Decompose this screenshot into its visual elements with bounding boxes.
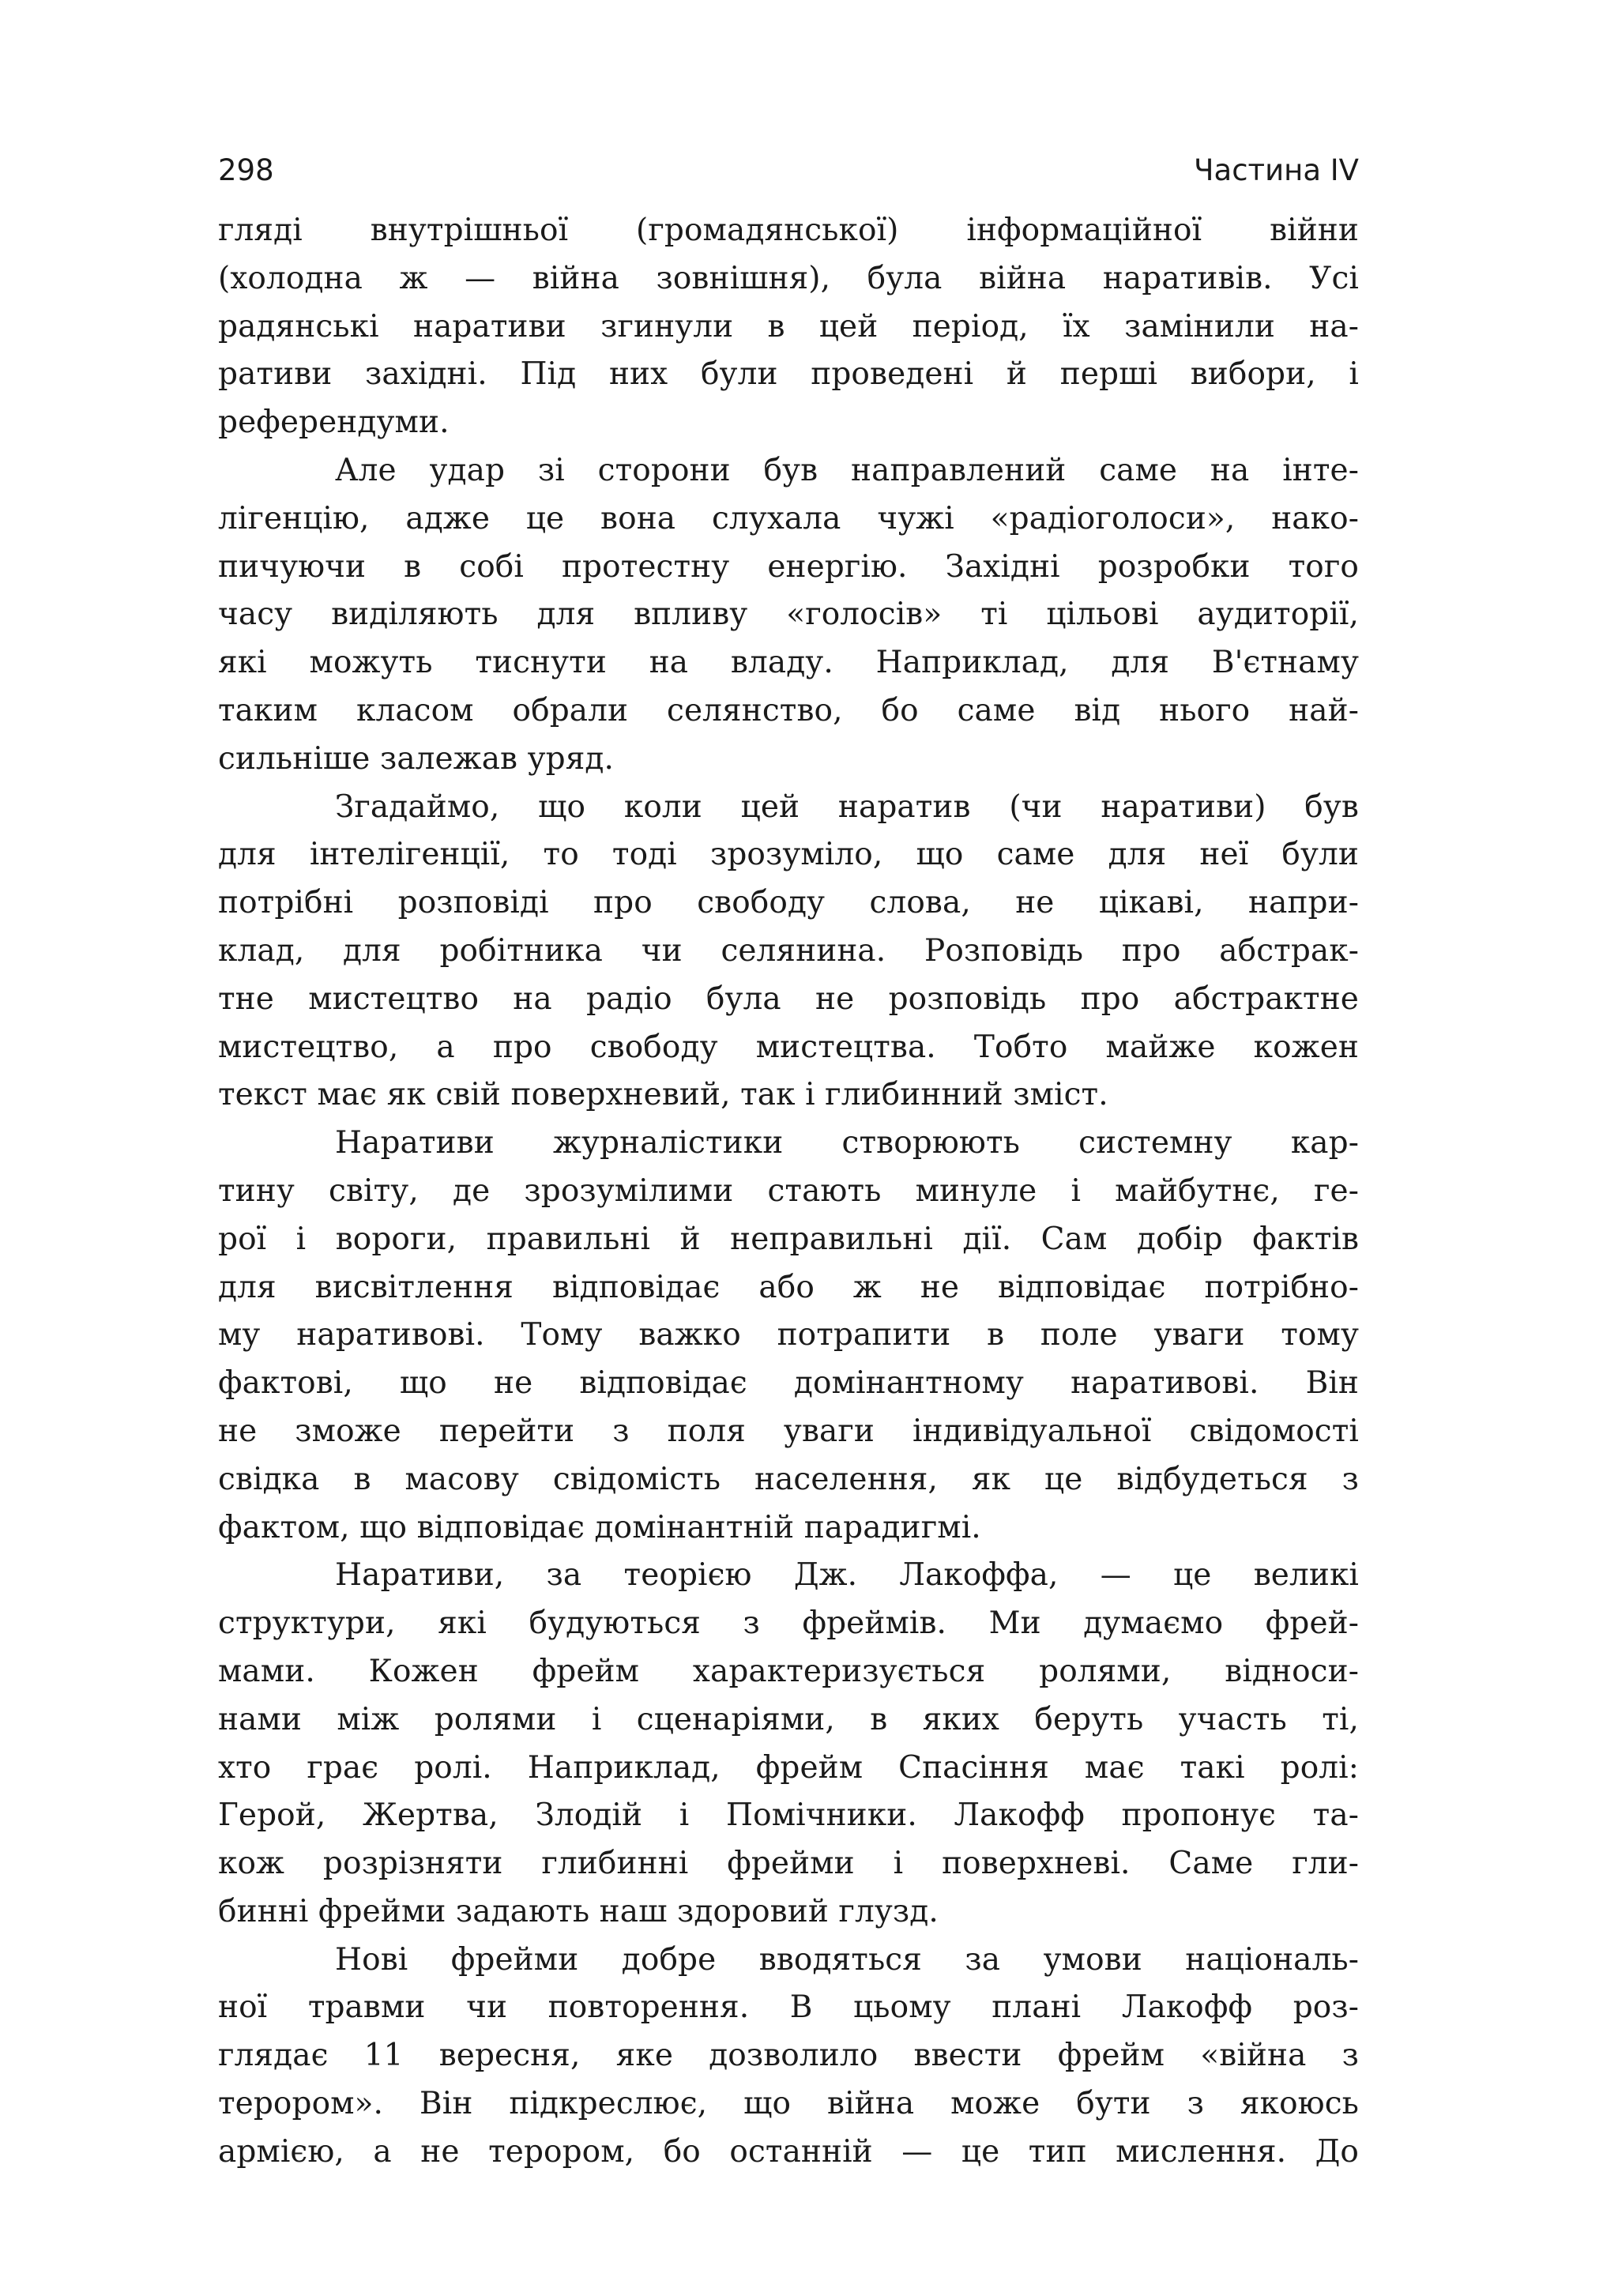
text-line: фактом, що відповідає домінантній парадигмі.	[218, 1509, 981, 1545]
body-text	[218, 207, 1359, 2177]
text-line: ної травми чи повторення. В цьому плані Лакофф роз-	[218, 1989, 1359, 2026]
text-line: мистецтво, а про свободу мистецтва. Тобто майже кожен	[218, 1029, 1359, 1065]
text-line: терором». Він підкреслює, що війна може бути з якоюсь	[218, 2086, 1359, 2122]
text-line: мами. Кожен фрейм характеризується ролями, відноси-	[218, 1653, 1359, 1689]
text-line: гляді внутрішньої (громадянської) інформаційної війни	[218, 213, 1359, 248]
text-line: радянські наративи згинули в цей період, їх замінили на-	[218, 308, 1359, 344]
text-line: (холодна ж — війна зовнішня), була війна наративів. Усі	[218, 260, 1359, 296]
running-head: Частина IV	[1194, 153, 1359, 187]
text-line: сильніше залежав уряд.	[218, 740, 615, 777]
text-line: тину світу, де зрозумілими стають минуле і майбутнє, ге-	[218, 1172, 1359, 1209]
text-line: для висвітлення відповідає або ж не відповідає потрібно-	[218, 1269, 1359, 1305]
text-line: потрібні розповіді про свободу слова, не цікаві, напри-	[218, 885, 1359, 921]
paragraph-first-line: Наративи журналістики створюють системну кар-	[335, 1125, 1359, 1161]
text-line: лігенцію, адже це вона слухала чужі «радіоголоси», нако-	[218, 500, 1359, 536]
text-line: му наративові. Тому важко потрапити в поле уваги тому	[218, 1317, 1359, 1353]
paragraph-first-line: Наративи, за теорією Дж. Лакоффа, — це великі	[335, 1557, 1359, 1594]
text-line: не зможе перейти з поля уваги індивідуальної свідомості	[218, 1413, 1359, 1449]
text-line: для інтелігенції, то тоді зрозуміло, що саме для неї були	[218, 837, 1359, 873]
text-line: кож розрізняти глибинні фрейми і поверхневі. Саме гли-	[218, 1846, 1359, 1882]
paragraph-first-line: Нові фрейми добре вводяться за умови національ-	[335, 1941, 1359, 1978]
page-header	[218, 147, 1359, 194]
text-line: нами між ролями і сценаріями, в яких беруть участь ті,	[218, 1701, 1359, 1737]
text-line: армією, а не терором, бо останній — це тип мислення. До	[218, 2133, 1359, 2170]
text-line: часу виділяють для впливу «голосів» ті цільові аудиторії,	[218, 597, 1359, 633]
text-line: рої і вороги, правильні й неправильні дії. Сам добір фактів	[218, 1221, 1359, 1257]
text-line: клад, для робітника чи селянина. Розповідь про абстрак-	[218, 932, 1359, 969]
text-line: пичуючи в собі протестну енергію. Західні розробки того	[218, 548, 1359, 585]
text-line: тне мистецтво на радіо була не розповідь про абстрактне	[218, 981, 1359, 1017]
text-line: таким класом обрали селянство, бо саме від нього най-	[218, 692, 1359, 728]
text-line: референдуми.	[218, 405, 450, 441]
text-line: свідка в масову свідомість населення, як це відбудеться з	[218, 1461, 1359, 1497]
text-line: глядає 11 вересня, яке дозволило ввести фрейм «війна з	[218, 2038, 1359, 2074]
text-line: Герой, Жертва, Злодій і Помічники. Лакофф пропонує та-	[218, 1797, 1359, 1834]
text-line: хто грає ролі. Наприклад, фрейм Спасіння має такі ролі:	[218, 1749, 1359, 1786]
text-line: які можуть тиснути на владу. Наприклад, для В'єтнаму	[218, 645, 1359, 681]
paragraph-first-line: Але удар зі сторони був направлений саме на інте-	[335, 452, 1359, 488]
page-number: 298	[218, 153, 274, 187]
text-line: структури, які будуються з фреймів. Ми думаємо фрей-	[218, 1605, 1359, 1642]
paragraph-first-line: Згадаймо, що коли цей наратив (чи наративи) був	[335, 789, 1359, 825]
text-line: бинні фрейми задають наш здоровий глузд.	[218, 1893, 939, 1929]
text-line: ративи західні. Під них були проведені й перші вибори, і	[218, 356, 1359, 393]
text-line: текст має як свій поверхневий, так і глибинний зміст.	[218, 1077, 1108, 1113]
text-line: фактові, що не відповідає домінантному наративові. Він	[218, 1365, 1359, 1402]
